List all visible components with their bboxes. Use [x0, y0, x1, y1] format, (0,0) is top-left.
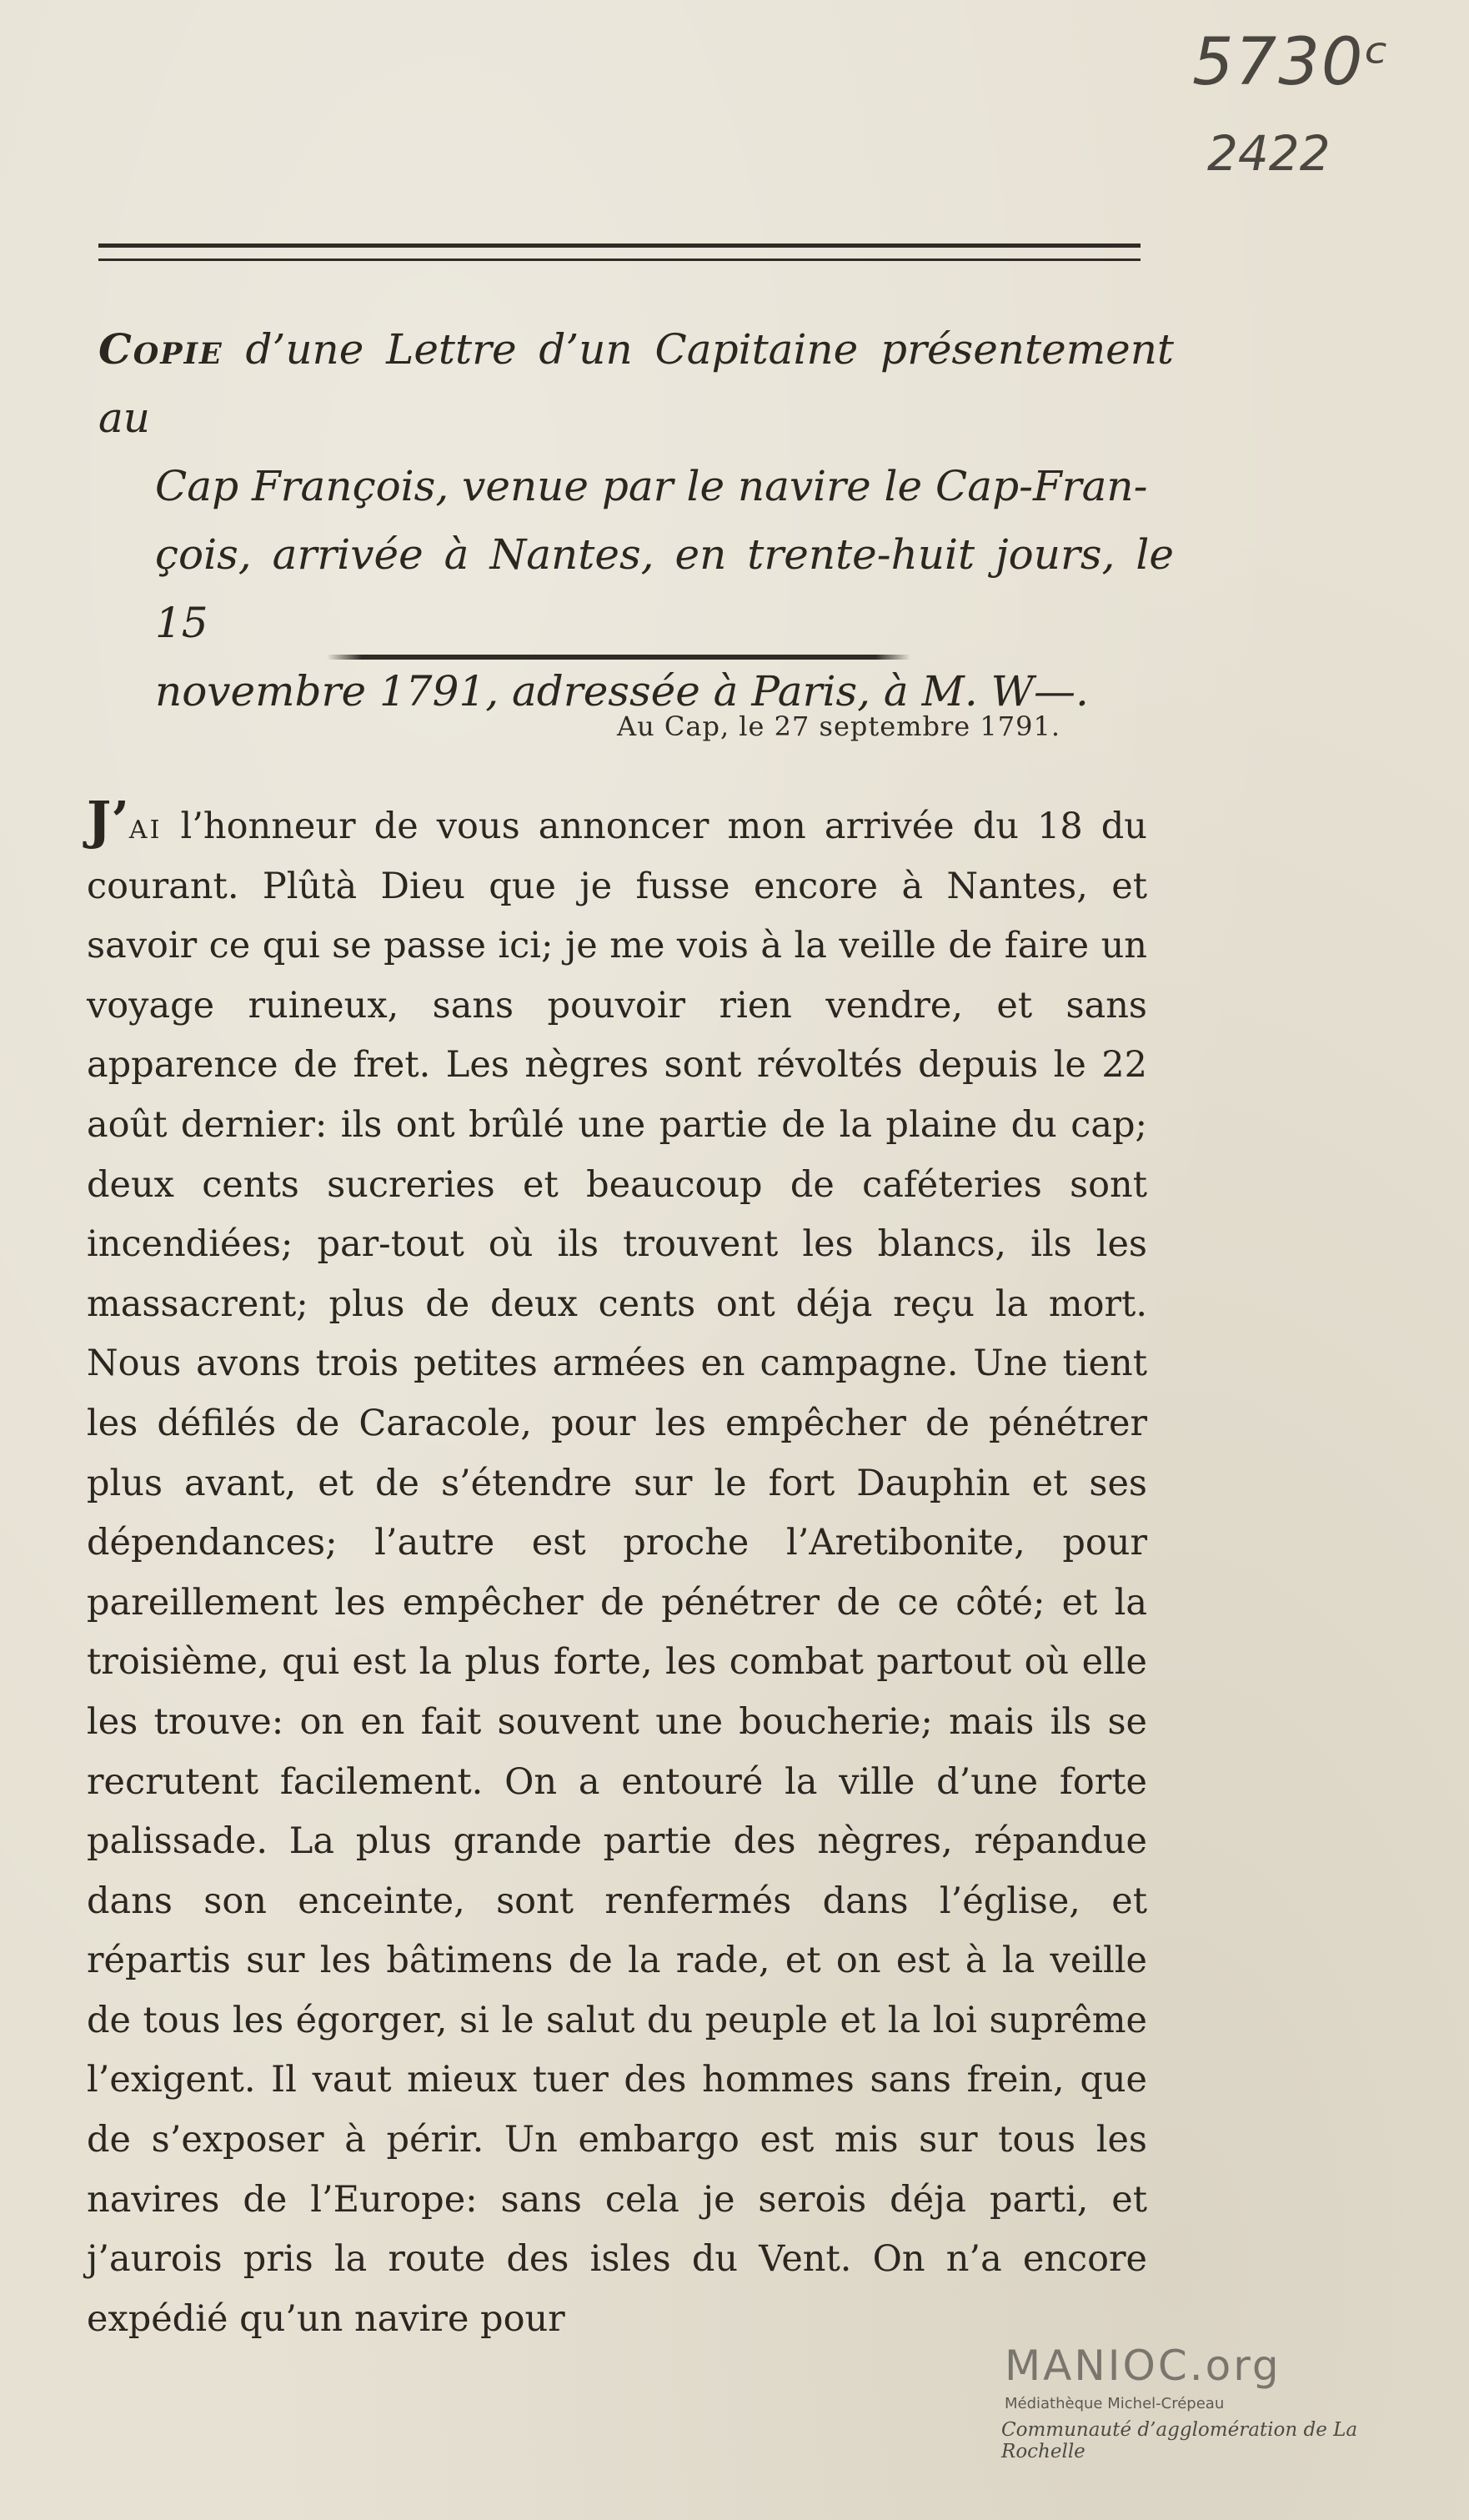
letter-opening-smallcaps: ai — [128, 806, 163, 847]
manioc-logo: MANIOC.org — [1005, 2342, 1281, 2390]
top-rule-thick — [98, 243, 1141, 248]
watermark-library-name: Médiathèque Michel-Crépeau — [1005, 2395, 1225, 2412]
top-double-rule — [98, 243, 1141, 265]
title-line-1: d’une Lettre d’un Capitaine présentement au — [98, 325, 1174, 442]
library-watermark — [1001, 2342, 1421, 2462]
title-line-3: çois, arrivée à Nantes, en trente-huit jours, le 15 — [155, 530, 1174, 647]
title-lead-word: Copie — [98, 324, 223, 374]
watermark-agglomeration-name: Communauté d’agglomération de La Rochelle — [1001, 2419, 1358, 2462]
letter-dropcap: J’ — [87, 790, 129, 851]
letter-body — [87, 791, 1147, 2349]
shelfmark-secondary-number: 2422 — [1207, 125, 1331, 182]
document-title — [98, 315, 1174, 725]
title-divider-rule — [327, 655, 910, 660]
top-rule-thin — [98, 259, 1141, 261]
title-line-4: novembre 1791, adressée à Paris, à M. W—. — [155, 667, 1089, 715]
title-line-2: Cap François, venue par le navire le Cap-Fran- — [155, 462, 1148, 510]
letter-text: l’honneur de vous annoncer mon arrivée du 18 du courant. Plûtà Dieu que je fusse encore à Nantes, et savoir ce qui se passe ici; je me vois à la veille de faire un voyage ruineux, sans pouvoir rien vendre, et sans apparence de fret. Les nègres sont révoltés depuis le 22 août dernier: ils ont brûlé une partie de la plaine du cap; deux cents sucreries et beaucoup de caféteries sont incendiées; par-tout où ils trouvent les blancs, ils les massacrent; plus de deux cents ont déja reçu la mort. Nous avons trois petites armées en campagne. Une tient les défilés de Caracole, pour les empêcher de pénétrer plus avant, et de s’étendre sur le fort Dauphin et ses dépendances; l’autre est proche l’Aretibonite, pour pareillement les empêcher de pénétrer de ce côté; et la troisième, qui est la plus forte, les combat partout où elle les trouve: on en fait souvent une boucherie; mais ils se recrutent facilement. On a entouré la ville d’une forte palissade. La plus grande partie des nègres, répandue dans son enceinte, sont renfermés dans l’église, et répartis sur les bâtimens de la rade, et on est à la veille de tous les égorger, si le salut du peuple et la loi suprême l’exigent. Il vaut mieux tuer des hommes sans frein, que de s’exposer à périr. Un embargo est mis sur tous les navires de l’Europe: sans cela je serois déja parti, et j’aurois pris la route des isles du Vent. On n’a encore expédié qu’un navire pour — [87, 806, 1147, 2340]
letter-dateline: Au Cap, le 27 septembre 1791. — [617, 710, 1060, 742]
shelfmark-number: 5730ᶜ — [1192, 25, 1391, 100]
